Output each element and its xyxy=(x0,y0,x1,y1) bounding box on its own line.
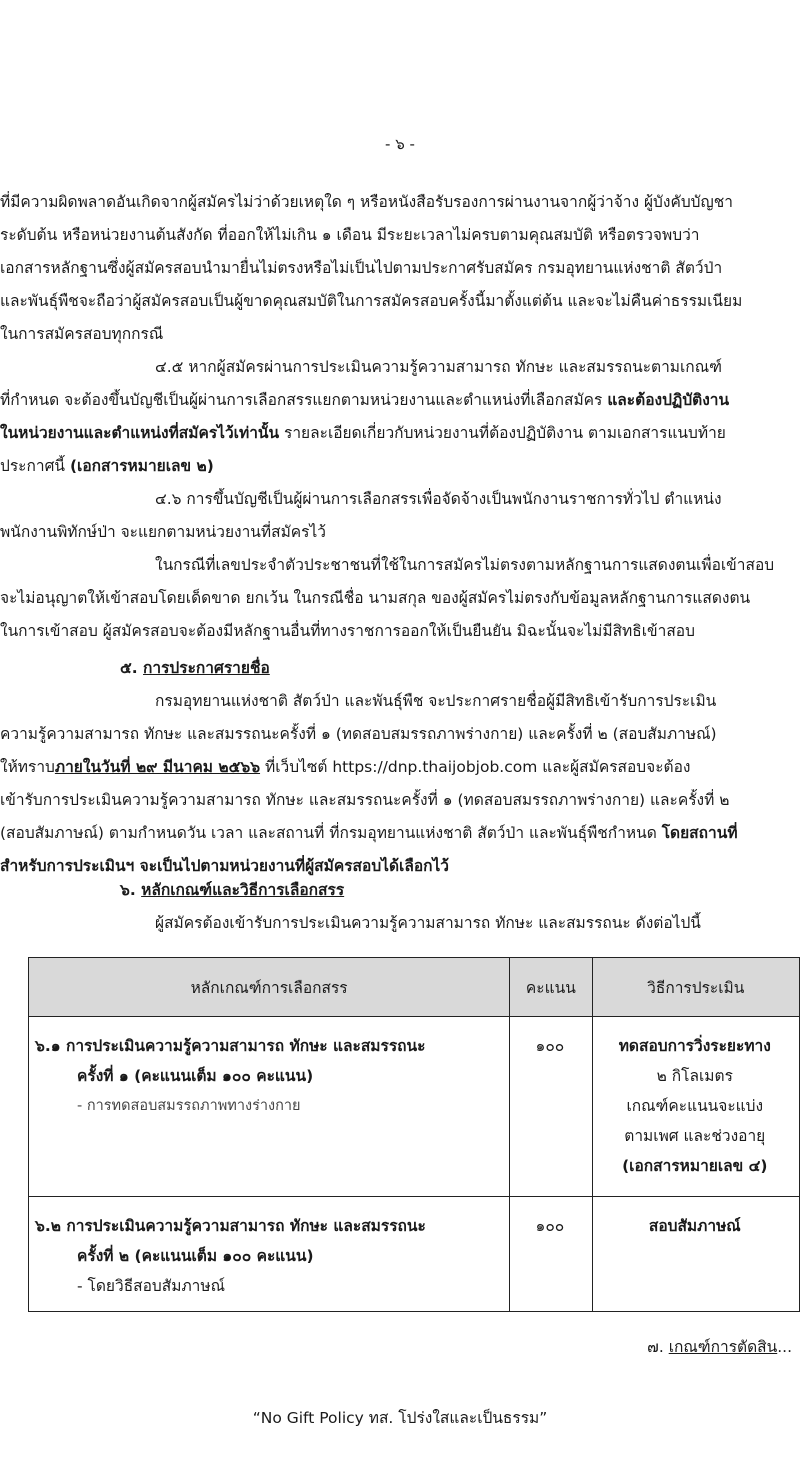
table-row xyxy=(29,1197,800,1312)
criterion-cell xyxy=(29,1017,510,1197)
criterion-title: ครั้งที่ ๒ (คะแนนเต็ม ๑๐๐ คะแนน) xyxy=(77,1247,314,1265)
text-span: รายละเอียดเกี่ยวกับหน่วยงานที่ต้องปฏิบัติงาน ตามเอกสารแนบท้าย xyxy=(279,424,726,442)
criterion-title: ๖.๒ การประเมินความรู้ความสามารถ ทักษะ และสมรรถนะ xyxy=(35,1217,426,1235)
score-cell: ๑๐๐ xyxy=(510,1197,592,1312)
clause-4-5-line xyxy=(0,455,800,477)
bold-text: และต้องปฏิบัติงาน xyxy=(607,391,730,409)
next-page-marker xyxy=(647,1334,792,1359)
table-header: คะแนน xyxy=(510,958,592,1017)
bold-text: โดยสถานที่ xyxy=(661,824,738,842)
text-span: ประกาศนี้ xyxy=(0,457,70,475)
criterion-title: ครั้งที่ ๑ (คะแนนเต็ม ๑๐๐ คะแนน) xyxy=(77,1067,314,1085)
section-5-line xyxy=(0,756,800,778)
method-text: (เอกสารหมายเลข ๔) xyxy=(622,1157,768,1175)
section-title: หลักเกณฑ์และวิธีการเลือกสรร xyxy=(141,881,345,899)
text-span: (สอบสัมภาษณ์) ตามกำหนดวัน เวลา และสถานที่ ที่กรมอุทยานแห่งชาติ สัตว์ป่า และพันธุ์พืชกำหนด xyxy=(0,824,662,842)
section-5-line xyxy=(0,822,800,844)
bold-text: (เอกสารหมายเลข ๒) xyxy=(69,457,214,475)
text-span: ที่กำหนด จะต้องขึ้นบัญชีเป็นผู้ผ่านการเลือกสรรแยกตามหน่วยงานและตำแหน่งที่เลือกสมัคร xyxy=(0,391,608,409)
criterion-cell xyxy=(29,1197,510,1312)
footer-motto: “No Gift Policy ทส. โปร่งใสและเป็นธรรม” xyxy=(252,1409,548,1427)
clause-4-6-line: ๔.๖ การขึ้นบัญชีเป็นผู้ผ่านการเลือกสรรเพื่อจัดจ้างเป็นพนักงานราชการทั่วไป ตำแหน่ง xyxy=(155,490,722,508)
id-case-line: ในการเข้าสอบ ผู้สมัครสอบจะต้องมีหลักฐานอื่นที่ทางราชการออกให้เป็นยืนยัน มิฉะนั้นจะไม่มีสิทธิเข้าสอบ xyxy=(0,622,695,640)
ellipsis: ... xyxy=(777,1338,792,1356)
score-cell: ๑๐๐ xyxy=(510,1017,592,1197)
section-5-line: ความรู้ความสามารถ ทักษะ และสมรรถนะครั้งที่ ๑ (ทดสอบสมรรถภาพร่างกาย) และครั้งที่ ๒ (สอบสัมภาษณ์) xyxy=(0,725,717,743)
page-number: - ๖ - xyxy=(385,135,415,153)
criterion-title: ๖.๑ การประเมินความรู้ความสามารถ ทักษะ และสมรรถนะ xyxy=(35,1037,426,1055)
section-5-line: สำหรับการประเมินฯ จะเป็นไปตามหน่วยงานที่ผู้สมัครสอบได้เลือกไว้ xyxy=(0,857,450,875)
criterion-detail: - โดยวิธีสอบสัมภาษณ์ xyxy=(77,1277,225,1295)
id-case-line: ในกรณีที่เลขประจำตัวประชาชนที่ใช้ในการสมัครไม่ตรงตามหลักฐานการแสดงตนเพื่อเข้าสอบ xyxy=(155,556,775,574)
next-page-title: เกณฑ์การตัดสิน xyxy=(668,1338,778,1356)
clause-4-6-line: พนักงานพิทักษ์ป่า จะแยกตามหน่วยงานที่สมัครไว้ xyxy=(0,523,326,541)
clause-4-5-line: ๔.๕ หากผู้สมัครผ่านการประเมินความรู้ความสามารถ ทักษะ และสมรรถนะตามเกณฑ์ xyxy=(155,358,722,376)
next-page-number: ๗. xyxy=(647,1338,669,1356)
method-cell xyxy=(592,1197,799,1312)
bold-text: ในหน่วยงานและตำแหน่งที่สมัครไว้เท่านั้น xyxy=(0,424,280,442)
section-5-line: เข้ารับการประเมินความรู้ความสามารถ ทักษะ และสมรรถนะครั้งที่ ๑ (ทดสอบสมรรถภาพร่างกาย) และครั้งที่ ๒ xyxy=(0,791,730,809)
section-6-heading xyxy=(120,879,344,901)
section-5-line: กรมอุทยานแห่งชาติ สัตว์ป่า และพันธุ์พืช จะประกาศรายชื่อผู้มีสิทธิเข้ารับการประเมิน xyxy=(155,692,717,710)
criteria-table xyxy=(28,957,800,1312)
clause-4-5-line xyxy=(0,422,800,444)
paragraph-line: และพันธุ์พืชจะถือว่าผู้สมัครสอบเป็นผู้ขาดคุณสมบัติในการสมัครสอบครั้งนี้มาตั้งแต่ต้น และจะไม่คืนค่าธรรมเนียม xyxy=(0,292,743,310)
method-text: เกณฑ์คะแนนจะแบ่ง xyxy=(626,1097,764,1115)
method-cell xyxy=(592,1017,799,1197)
section-6-intro: ผู้สมัครต้องเข้ารับการประเมินความรู้ความสามารถ ทักษะ และสมรรถนะ ดังต่อไปนี้ xyxy=(155,914,701,932)
announcement-date: ภายในวันที่ ๒๙ มีนาคม ๒๕๖๖ xyxy=(54,758,261,776)
text-span: ที่เว็บไซต์ https://dnp.thaijobjob.com และผู้สมัครสอบจะต้อง xyxy=(260,758,691,776)
paragraph-line: เอกสารหลักฐานซึ่งผู้สมัครสอบนำมายื่นไม่ตรงหรือไม่เป็นไปตามประกาศรับสมัคร กรมอุทยานแห่งชาติ สัตว์ป่า xyxy=(0,259,723,277)
method-text: สอบสัมภาษณ์ xyxy=(648,1217,741,1235)
section-5-heading xyxy=(120,657,270,679)
paragraph-line: ในการสมัครสอบทุกกรณี xyxy=(0,325,164,343)
paragraph-line: ที่มีความผิดพลาดอันเกิดจากผู้สมัครไม่ว่าด้วยเหตุใด ๆ หรือหนังสือรับรองการผ่านงานจากผู้ว่าจ้าง ผู้บังคับบัญชา xyxy=(0,193,733,211)
method-text: ตามเพศ และช่วงอายุ xyxy=(624,1127,766,1145)
criterion-detail: - การทดสอบสมรรถภาพทางร่างกาย xyxy=(77,1098,301,1114)
section-number: ๖. xyxy=(120,881,142,899)
method-text: ทดสอบการวิ่งระยะทาง xyxy=(618,1037,771,1055)
table-header-row xyxy=(29,958,800,1017)
id-case-line: จะไม่อนุญาตให้เข้าสอบโดยเด็ดขาด ยกเว้น ในกรณีชื่อ นามสกุล ของผู้สมัครไม่ตรงกับข้อมูลหลักฐานการแสดงตน xyxy=(0,589,751,607)
section-title: การประกาศรายชื่อ xyxy=(143,659,270,677)
clause-4-5-line xyxy=(0,389,800,411)
method-text: ๒ กิโลเมตร xyxy=(656,1067,733,1085)
paragraph-line: ระดับต้น หรือหน่วยงานต้นสังกัด ที่ออกให้ไม่เกิน ๑ เดือน มีระยะเวลาไม่ครบตามคุณสมบัติ หรือตรวจพบว่า xyxy=(0,226,700,244)
text-span: ให้ทราบ xyxy=(0,758,55,776)
table-header: วิธีการประเมิน xyxy=(592,958,799,1017)
table-header: หลักเกณฑ์การเลือกสรร xyxy=(29,958,510,1017)
section-number: ๕. xyxy=(120,659,144,677)
table-row xyxy=(29,1017,800,1197)
